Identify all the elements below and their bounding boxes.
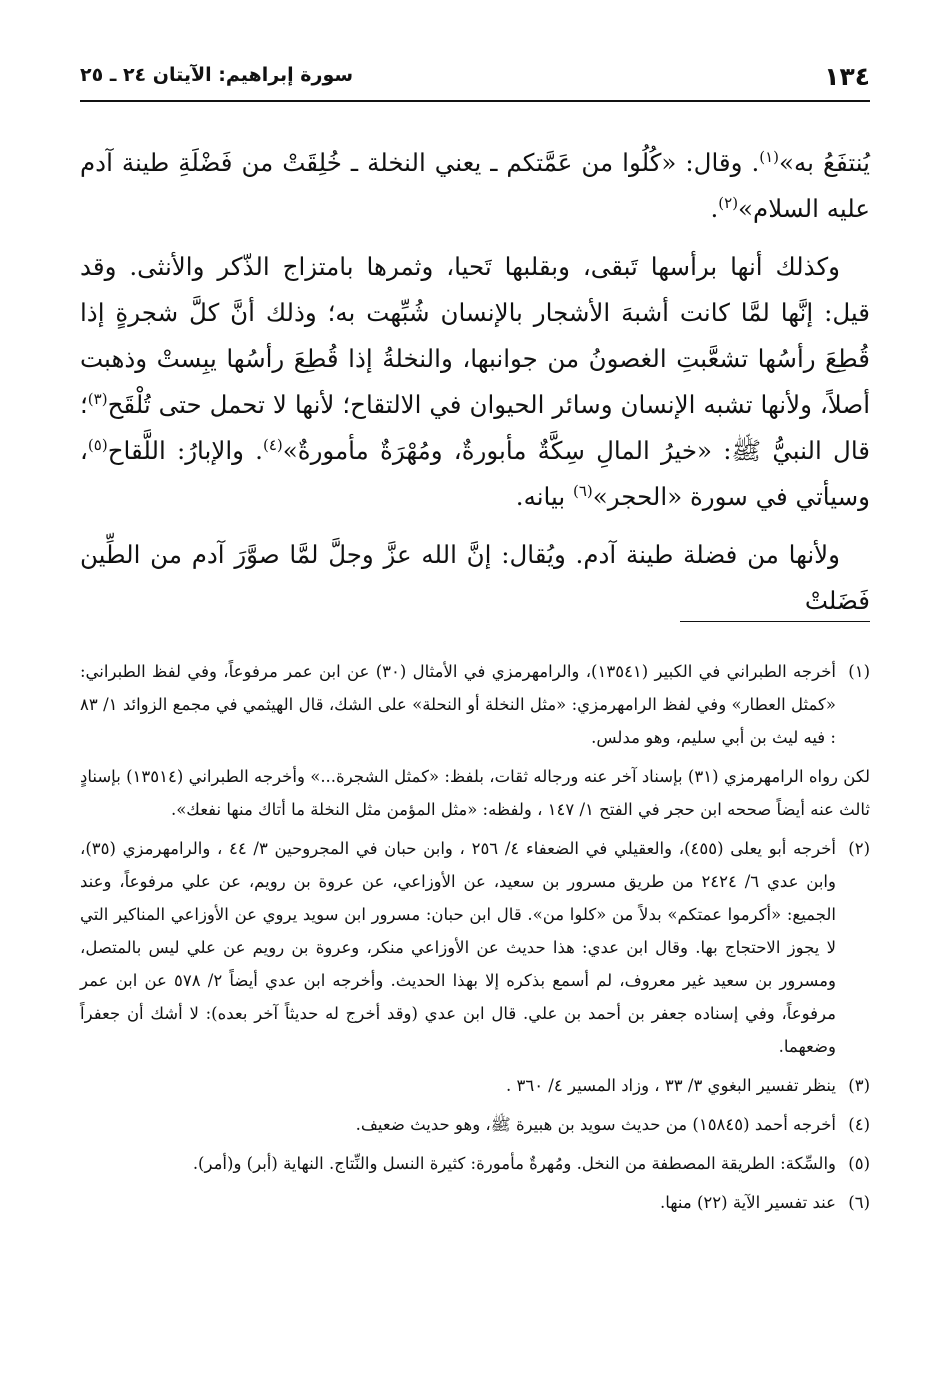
footnote-ref-1: (١) <box>759 147 780 166</box>
footnote-text: عند تفسير الآية (٢٢) منها. <box>660 1193 836 1212</box>
footnotes <box>80 655 870 1225</box>
footnote-number: (٢) <box>848 839 870 858</box>
paragraph-1-text-c: . <box>710 194 719 223</box>
paragraph-2-text-d: ، وسيأتي في سورة «الحجر» <box>80 436 870 511</box>
footnote-number: (١) <box>848 662 870 681</box>
footnote-5 <box>80 1147 870 1180</box>
footnote-text: ينظر تفسير البغوي ٣/ ٣٣ ، وزاد المسير ٤/ ٣٦٠ . <box>505 1076 836 1095</box>
footnote-number: (٦) <box>848 1193 870 1212</box>
footnote-ref-5: (٥) <box>87 435 108 454</box>
paragraph-2-text-b: ؛ قال النبيُّ ﷺ: «خيرُ المالِ سِكَّةٌ مأبورةٌ، ومُهْرَةٌ مأمورةٌ» <box>80 390 870 465</box>
main-text <box>80 140 870 624</box>
paragraph-2-text-c: . والإبارُ: اللَّقاح <box>107 436 263 465</box>
footnote-ref-4: (٤) <box>262 435 283 454</box>
footnote-1-continuation: لكن رواه الرامهرمزي (٣١) بإسناد آخر عنه ورجاله ثقات، بلفظ: «كمثل الشجرة...» وأخرجه الطبراني (١٣٥١٤) بإسنادٍ ثالث عنه أيضاً صححه ابن حجر في الفتح ١/ ١٤٧ ، ولفظه: «مثل المؤمن مثل النخلة ما أتاك منها نفعك». <box>80 767 870 819</box>
paragraph-1-text-a: يُنتفَعُ به» <box>779 148 870 177</box>
page-header <box>80 62 870 98</box>
paragraph-3: ولأنها من فضلة طينة آدم. ويُقال: إنَّ الله عزَّ وجلَّ لمَّا صوَّرَ آدم من الطِّين فَضَلتْ <box>80 540 870 615</box>
header-rule <box>80 100 870 102</box>
footnote-text: أخرجه أبو يعلى (٤٥٥)، والعقيلي في الضعفاء ٤/ ٢٥٦ ، وابن حبان في المجروحين ٣/ ٤٤ ، والرامهرمزي (٣٥)، وابن عدي ٦/ ٢٤٢٤ من طريق مسرور بن سعيد، عن الأوزاعي، عن عروة بن رويم، عن علي مرفوعاً، وعند الجميع: «أكرموا عمتكم» بدلاً من «كلوا من». قال ابن حبان: مسرور ابن سويد يروي عن الأوزاعي المناكير التي لا يجوز الاحتجاج بها. وقال ابن عدي: هذا حديث عن الأوزاعي منكر، وعروة بن رويم عن علي ليس بالمتصل، ومسرور بن سعيد غير معروف، لم أسمع بذكره إلا بهذا الحديث. وأخرجه ابن عدي أيضاً ٢/ ٥٧٨ عن ابن عمر مرفوعاً، وفي إسناده جعفر بن أحمد بن علي. قال ابن عدي (وقد أخرج له حديثاً آخر بعده): لا أشك أن جعفراً وضعهما. <box>80 839 837 1056</box>
footnote-text: أخرجه أحمد (١٥٨٤٥) من حديث سويد بن هبيرة ﷺ، وهو حديث ضعيف. <box>355 1115 836 1134</box>
paragraph-2 <box>80 244 870 520</box>
running-title: سورة إبراهيم: الآيتان ٢٤ ـ ٢٥ <box>80 64 354 86</box>
footnote-1 <box>80 655 870 754</box>
footnote-separator <box>680 621 870 622</box>
footnote-4 <box>80 1108 870 1141</box>
footnote-number: (٥) <box>848 1154 870 1173</box>
footnote-2 <box>80 832 870 1063</box>
footnote-3 <box>80 1069 870 1102</box>
paragraph-2-text-e: بيانه. <box>515 482 573 511</box>
footnote-6 <box>80 1186 870 1219</box>
paragraph-1 <box>80 140 870 232</box>
paragraph-2-text-a: وكذلك أنها برأسها تَبقى، وبقلبها تَحيا، وثمرها بامتزاج الذّكر والأنثى. وقد قيل: إنَّها لمَّا كانت أشبهَ الأشجار بالإنسان شُبِّهت به؛ وذلك أنَّ كلَّ شجرةٍ إذا قُطِعَ رأسُها تشعَّبتِ الغصونُ من جوانبها، والنخلةُ إذا قُطِعَ رأسُها يبِستْ وذهبت أصلاً، ولأنها تشبه الإنسان وسائر الحيوان في الالتقاح؛ لأنها لا تحمل حتى تُلْقَح <box>80 252 870 419</box>
page-number: ١٣٤ <box>824 62 870 91</box>
footnote-text: والسِّكة: الطريقة المصطفة من النخل. ومُهرةٌ مأمورة: كثيرة النسل والنِّتاج. النهاية (أبر) و(أمر). <box>192 1154 836 1173</box>
paragraph-1-text-b: . وقال: «كُلُوا من عَمَّتكم ـ يعني النخلة ـ خُلِقَتْ من فَضْلَةِ طينة آدم عليه السلام» <box>80 148 870 223</box>
footnote-number: (٤) <box>848 1115 870 1134</box>
footnote-ref-2: (٢) <box>718 193 739 212</box>
footnote-ref-6: (٦) <box>573 481 593 500</box>
footnote-ref-3: (٣) <box>87 389 108 408</box>
footnote-number: (٣) <box>848 1076 870 1095</box>
footnote-text: أخرجه الطبراني في الكبير (١٣٥٤١)، والرامهرمزي في الأمثال (٣٠) عن ابن عمر مرفوعاً، وفي لفظ الطبراني: «كمثل العطار» وفي لفظ الرامهرمزي: «مثل النخلة أو النحلة» على الشك، قال الهيثمي في مجمع الزوائد ١/ ٨٣ : فيه ليث بن أبي سليم، وهو مدلس. <box>80 662 836 747</box>
